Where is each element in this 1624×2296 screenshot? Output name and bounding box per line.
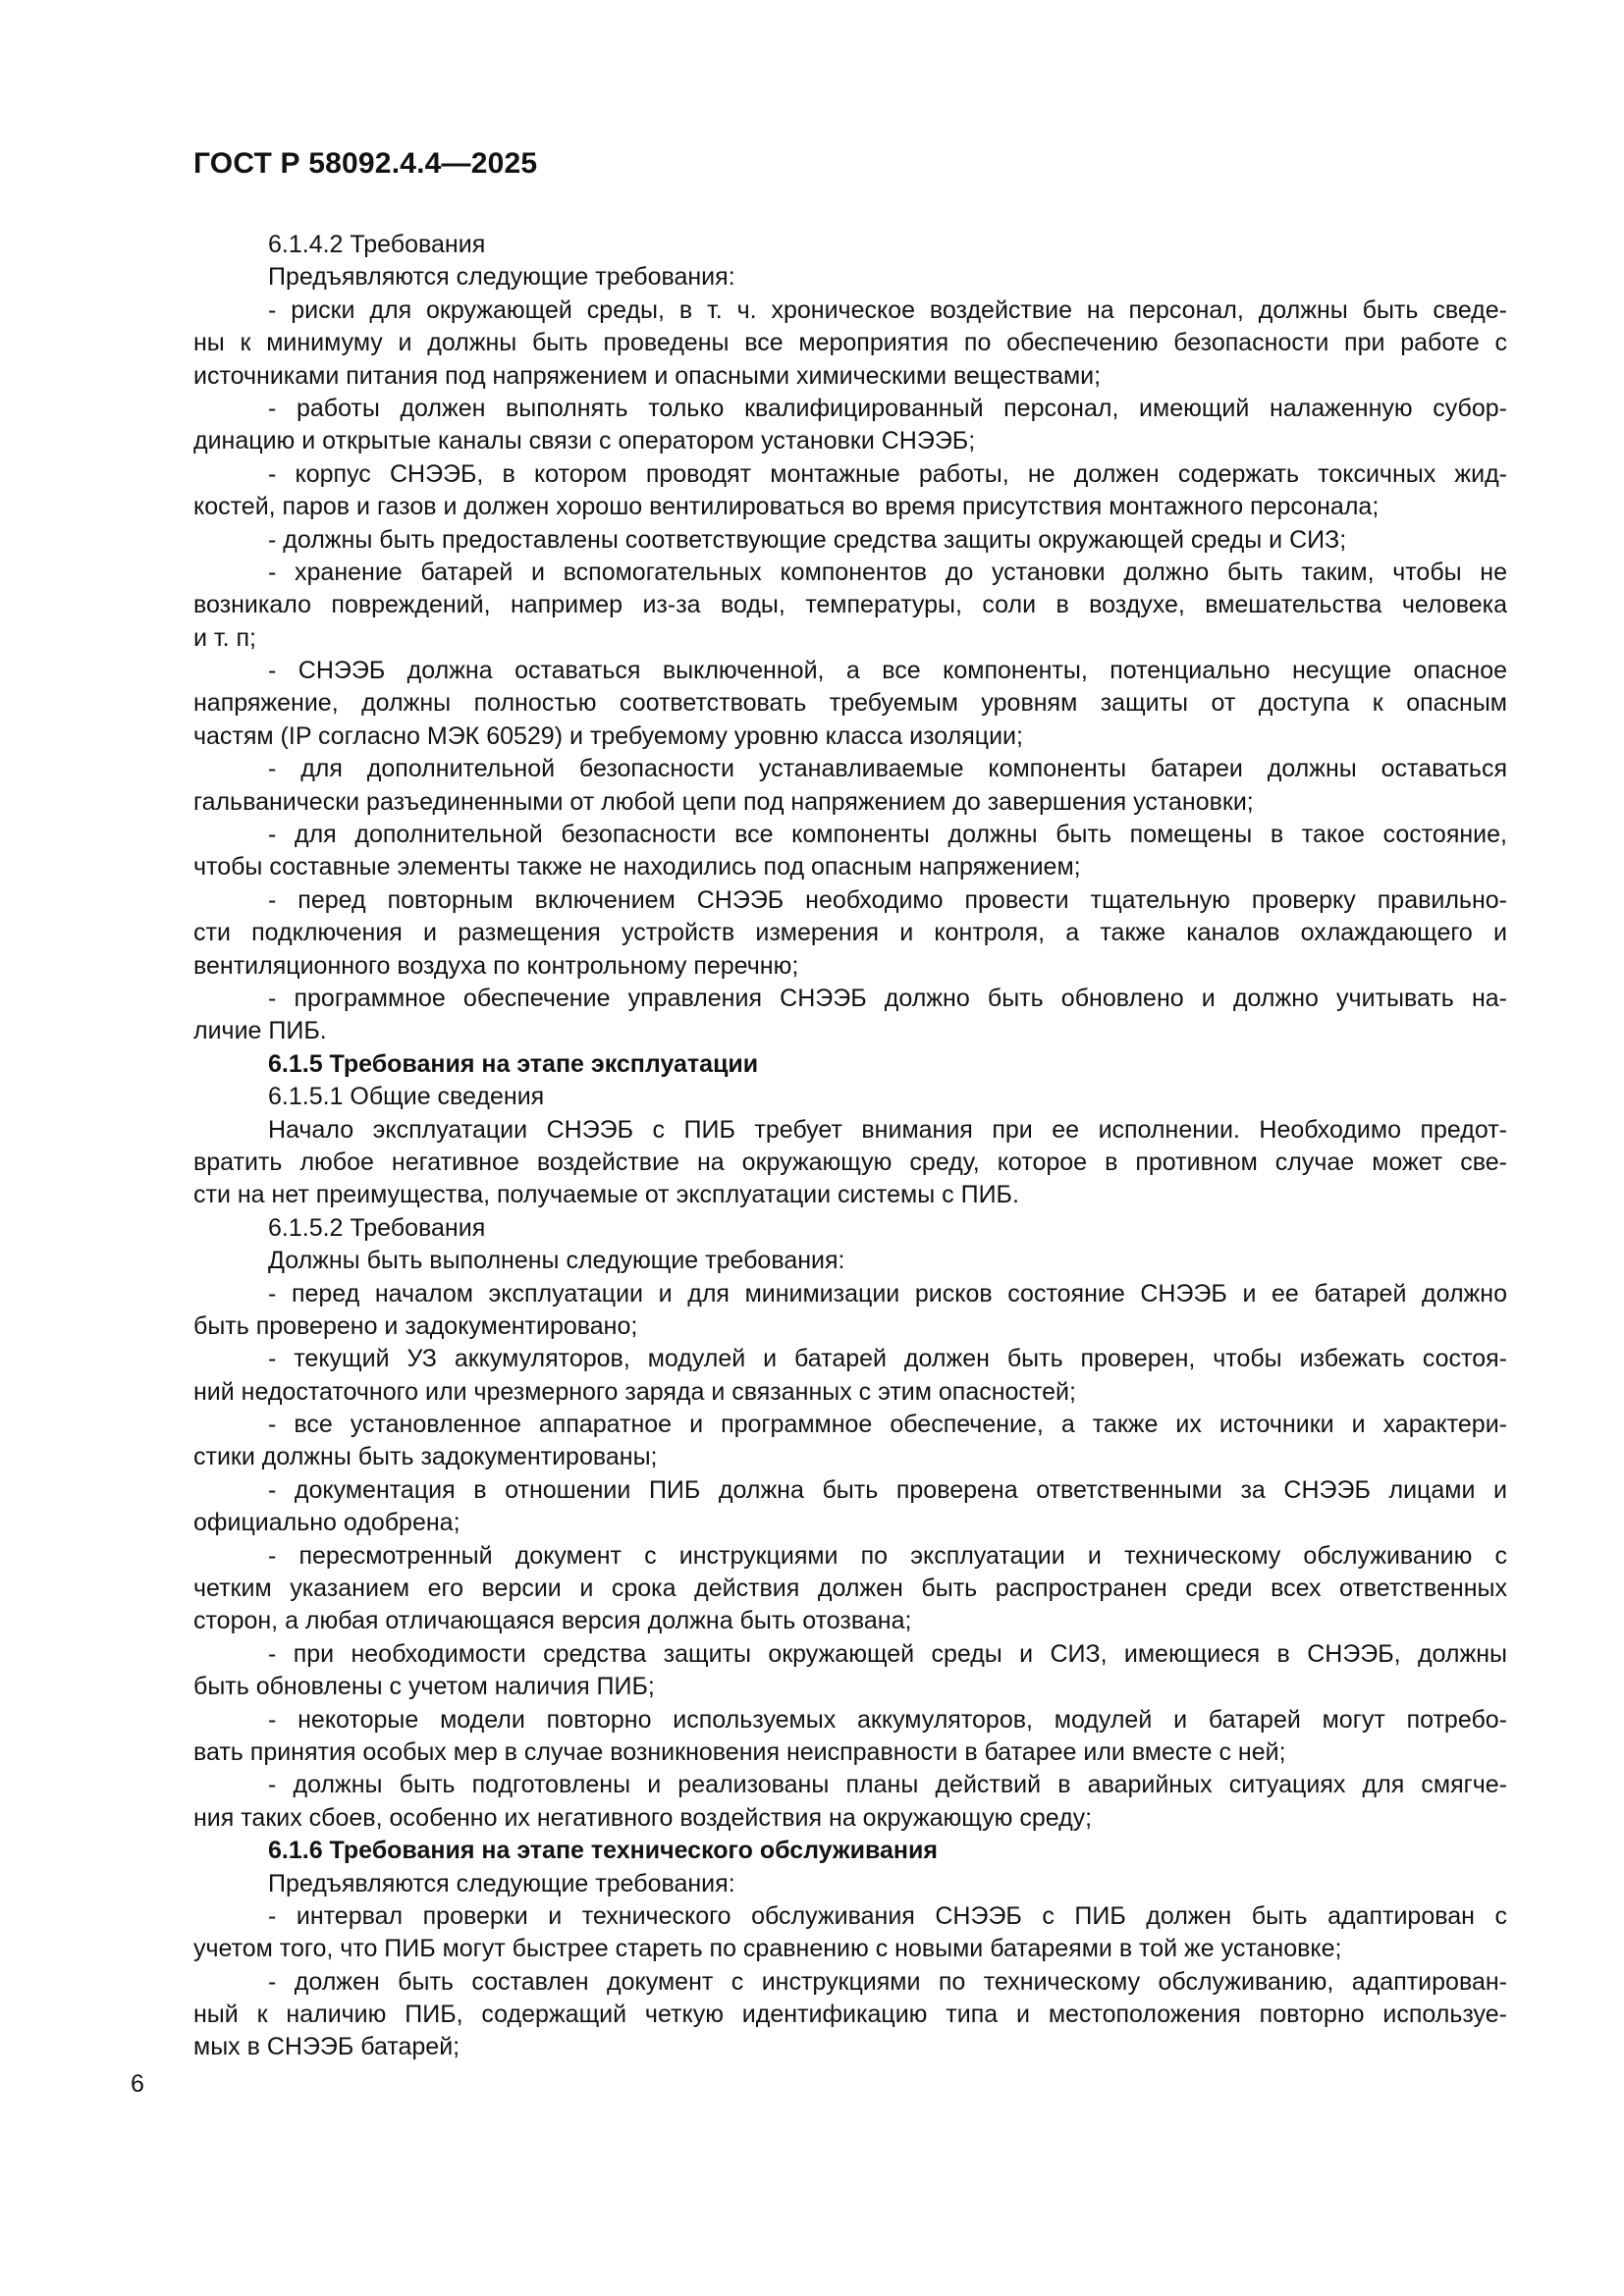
section-heading-paragraph bbox=[193, 1048, 1507, 1081]
text-line: - корпус СНЭЭБ, в котором проводят монтажные работы, не должен содержать токсичных жид- bbox=[268, 459, 1507, 488]
body-paragraph bbox=[193, 1638, 1507, 1704]
page-number: 6 bbox=[131, 2070, 144, 2098]
text-line: быть обновлены с учетом наличия ПИБ; bbox=[193, 1673, 655, 1701]
body-paragraph bbox=[193, 1081, 1507, 1113]
body-paragraph bbox=[193, 1343, 1507, 1409]
text-line: вратить любое негативное воздействие на окружающую среду, которое в противном случае может све- bbox=[193, 1148, 1507, 1176]
text-line: - интервал проверки и технического обслуживания СНЭЭБ с ПИБ должен быть адаптирован с bbox=[268, 1901, 1507, 1930]
text-line: официально одобрена; bbox=[193, 1509, 460, 1537]
text-line: 6.1.5 Требования на этапе эксплуатации bbox=[268, 1049, 759, 1078]
text-line: Предъявляются следующие требования: bbox=[268, 263, 735, 292]
text-line: - должен быть составлен документ с инструкциями по техническому обслуживанию, адаптирован- bbox=[268, 1967, 1507, 1996]
text-line: - текущий УЗ аккумуляторов, модулей и батарей должен быть проверен, чтобы избежать состоя- bbox=[268, 1345, 1507, 1373]
text-line: - должны быть предоставлены соответствующие средства защиты окружающей среды и СИЗ; bbox=[268, 525, 1347, 554]
text-line: быть проверено и задокументировано; bbox=[193, 1311, 638, 1340]
text-line: напряжение, должны полностью соответствовать требуемым уровням защиты от доступа к опасным bbox=[193, 689, 1507, 718]
body-paragraph bbox=[193, 1966, 1507, 2064]
body-paragraph bbox=[193, 261, 1507, 294]
text-line: - риски для окружающей среды, в т. ч. хроническое воздействие на персонал, должны быть сведе- bbox=[268, 295, 1507, 324]
document-standard-code-header: ГОСТ Р 58092.4.4—2025 bbox=[193, 147, 538, 180]
body-paragraph bbox=[193, 393, 1507, 458]
text-line: ний недостаточного или чрезмерного заряда и связанных с этим опасностей; bbox=[193, 1377, 1076, 1406]
body-paragraph bbox=[193, 1409, 1507, 1474]
text-line: - документация в отношении ПИБ должна быть проверена ответственными за СНЭЭБ лицами и bbox=[268, 1475, 1507, 1504]
text-line: Должны быть выполнены следующие требования: bbox=[268, 1247, 845, 1275]
body-paragraph bbox=[193, 983, 1507, 1048]
text-line: четким указанием его версии и срока действия должен быть распространен среди всех ответственных bbox=[193, 1575, 1507, 1603]
text-line: вентиляционного воздуха по контрольному перечню; bbox=[193, 951, 799, 980]
text-line: личие ПИБ. bbox=[193, 1017, 327, 1045]
text-line: - при необходимости средства защиты окружающей среды и СИЗ, имеющиеся в СНЭЭБ, должны bbox=[268, 1639, 1507, 1668]
text-line: частям (IP согласно МЭК 60529) и требуемому уровню класса изоляции; bbox=[193, 721, 1023, 750]
body-paragraph bbox=[193, 1245, 1507, 1277]
body-paragraph bbox=[193, 229, 1507, 261]
body-paragraph bbox=[193, 294, 1507, 393]
body-paragraph bbox=[193, 557, 1507, 655]
text-line: ный к наличию ПИБ, содержащий четкую идентификацию типа и местоположения повторно используе- bbox=[193, 2001, 1507, 2029]
text-line: сти на нет преимущества, получаемые от эксплуатации системы с ПИБ. bbox=[193, 1181, 1019, 1209]
text-line: вать принятия особых мер в случае возникновения неисправности в батарее или вместе с ней; bbox=[193, 1737, 1286, 1766]
text-line: - все установленное аппаратное и программное обеспечение, а также их источники и характери- bbox=[268, 1411, 1507, 1439]
text-line: динацию и открытые каналы связи с оператором установки СНЭЭБ; bbox=[193, 427, 976, 455]
body-paragraph bbox=[193, 884, 1507, 983]
text-line: - пересмотренный документ с инструкциями по эксплуатации и техническому обслуживанию с bbox=[268, 1541, 1507, 1570]
text-line: чтобы составные элементы также не находились под опасным напряжением; bbox=[193, 853, 1081, 881]
text-line: сторон, а любая отличающаяся версия должна быть отозвана; bbox=[193, 1607, 912, 1635]
body-paragraph bbox=[193, 1704, 1507, 1770]
text-line: - работы должен выполнять только квалифицированный персонал, имеющий налаженную субор- bbox=[268, 394, 1507, 422]
text-line: Предъявляются следующие требования: bbox=[268, 1869, 735, 1897]
body-paragraph bbox=[193, 1769, 1507, 1835]
body-paragraph bbox=[193, 1474, 1507, 1540]
section-heading-paragraph bbox=[193, 1835, 1507, 1867]
body-paragraph bbox=[193, 1900, 1507, 1966]
text-line: стики должны быть задокументированы; bbox=[193, 1443, 658, 1471]
text-line: - перед началом эксплуатации и для минимизации рисков состояние СНЭЭБ и ее батарей должно bbox=[268, 1279, 1507, 1308]
text-line: 6.1.6 Требования на этапе технического обслуживания bbox=[268, 1837, 938, 1865]
body-paragraph bbox=[193, 1540, 1507, 1638]
body-paragraph bbox=[193, 524, 1507, 557]
text-line: 6.1.4.2 Требования bbox=[268, 231, 486, 258]
body-paragraph bbox=[193, 1868, 1507, 1900]
text-line: 6.1.5.1 Общие сведения bbox=[268, 1083, 545, 1111]
text-line: Начало эксплуатации СНЭЭБ с ПИБ требует внимания при ее исполнении. Необходимо предот- bbox=[268, 1115, 1507, 1144]
text-line: источниками питания под напряжением и опасными химическими веществами; bbox=[193, 361, 1102, 390]
body-paragraph bbox=[193, 1114, 1507, 1212]
text-line: - хранение батарей и вспомогательных компонентов до установки должно быть таким, чтобы не bbox=[268, 558, 1507, 586]
body-paragraph bbox=[193, 1212, 1507, 1245]
text-line: - СНЭЭБ должна оставаться выключенной, а все компоненты, потенциально несущие опасное bbox=[268, 657, 1507, 685]
body-paragraph bbox=[193, 655, 1507, 753]
body-paragraph bbox=[193, 1278, 1507, 1344]
text-line: гальванически разъединенными от любой цепи под напряжением до завершения установки; bbox=[193, 787, 1254, 816]
text-line: - должны быть подготовлены и реализованы планы действий в аварийных ситуациях для смягче- bbox=[268, 1771, 1507, 1799]
text-line: ния таких сбоев, особенно их негативного воздействия на окружающую среду; bbox=[193, 1803, 1093, 1832]
body-paragraph bbox=[193, 819, 1507, 884]
text-line: учетом того, что ПИБ могут быстрее стареть по сравнению с новыми батареями в той же установке; bbox=[193, 1935, 1342, 1963]
body-paragraph bbox=[193, 753, 1507, 819]
text-line: ны к минимуму и должны быть проведены все мероприятия по обеспечению безопасности при работе с bbox=[193, 329, 1507, 357]
document-body bbox=[193, 229, 1507, 2064]
text-line: - программное обеспечение управления СНЭЭБ должно быть обновлено и должно учитывать на- bbox=[268, 984, 1507, 1012]
text-line: мых в СНЭЭБ батарей; bbox=[193, 2033, 460, 2061]
text-line: 6.1.5.2 Требования bbox=[268, 1213, 486, 1242]
body-paragraph bbox=[193, 458, 1507, 524]
text-line: - некоторые модели повторно используемых аккумуляторов, модулей и батарей могут потребо- bbox=[268, 1705, 1507, 1734]
text-line: возникало повреждений, например из-за воды, температуры, соли в воздухе, вмешательства человека bbox=[193, 591, 1507, 619]
text-line: - для дополнительной безопасности все компоненты должны быть помещены в такое состояние, bbox=[268, 821, 1507, 849]
text-line: - для дополнительной безопасности устанавливаемые компоненты батареи должны оставаться bbox=[268, 755, 1507, 783]
text-line: костей, паров и газов и должен хорошо вентилироваться во время присутствия монтажного персонала; bbox=[193, 493, 1380, 521]
text-line: и т. п; bbox=[193, 623, 256, 652]
text-line: - перед повторным включением СНЭЭБ необходимо провести тщательную проверку правильно- bbox=[268, 885, 1507, 914]
text-line: сти подключения и размещения устройств измерения и контроля, а также каналов охлаждающего и bbox=[193, 919, 1507, 947]
